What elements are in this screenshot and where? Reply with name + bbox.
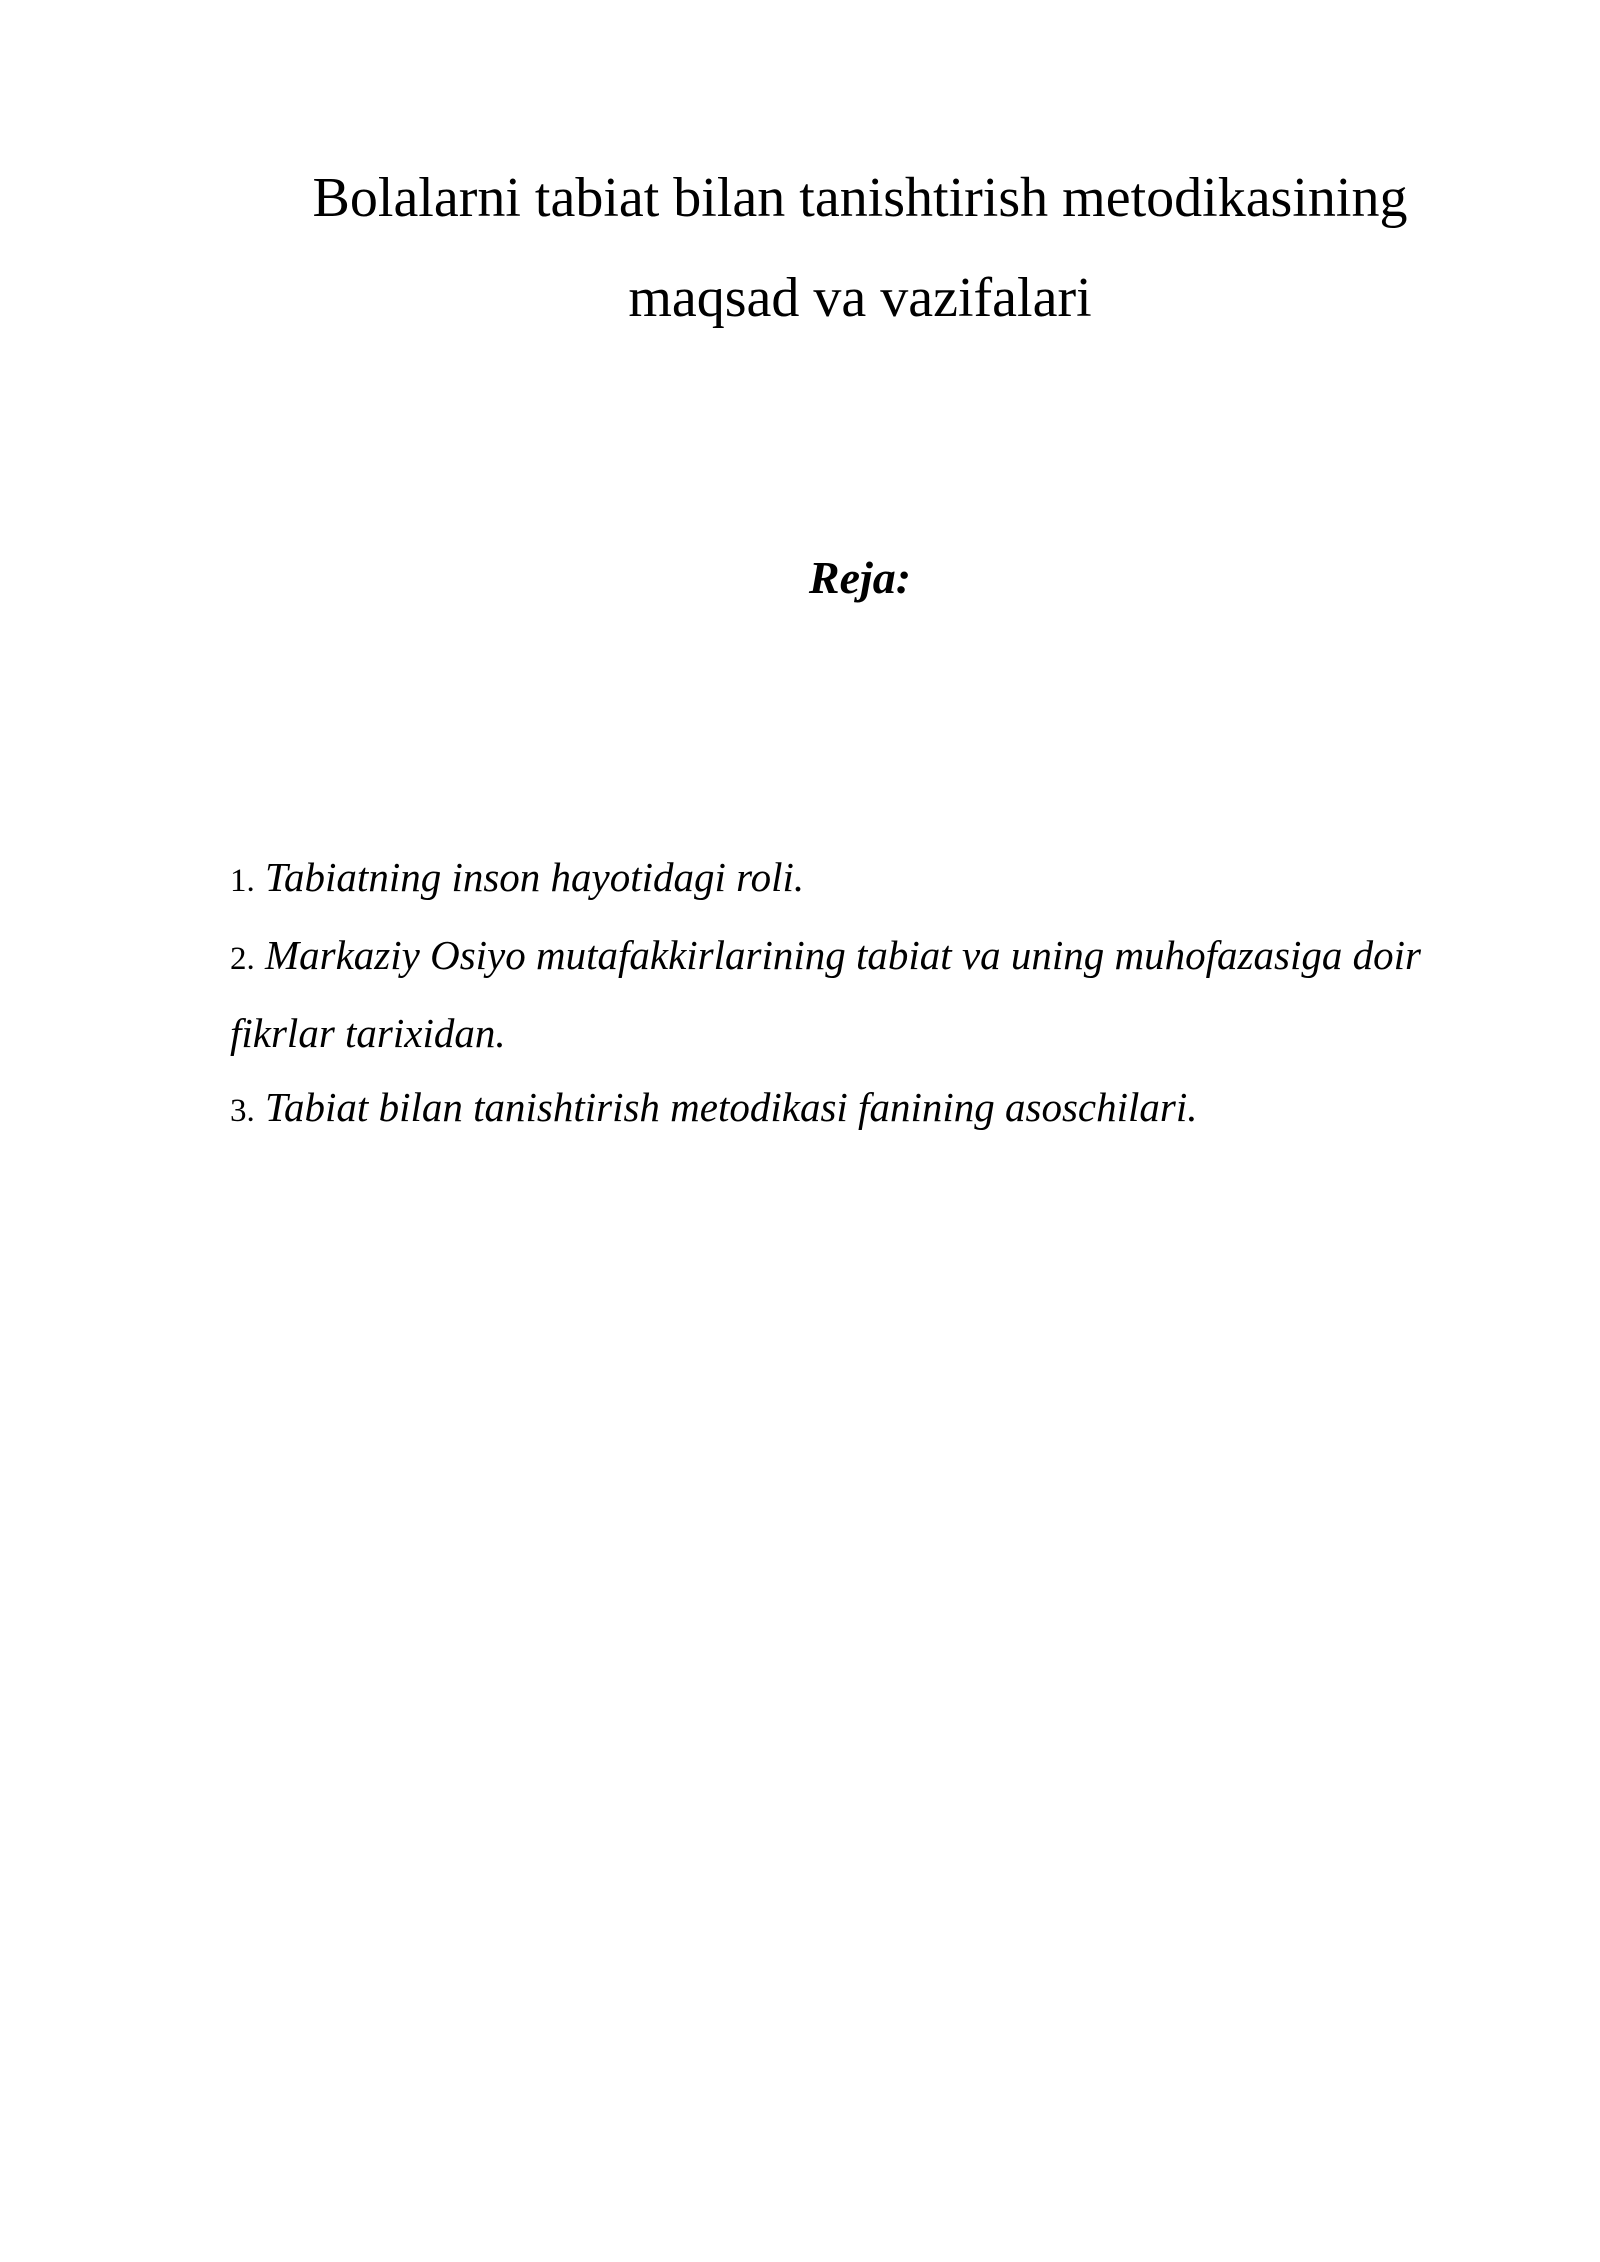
plan-item-number: 1.: [230, 863, 255, 899]
title-line-2: maqsad va vazifalari: [628, 267, 1092, 329]
plan-item-number: 2.: [230, 941, 255, 977]
plan-item-text: Markaziy Osiyo mutafakkirlarining tabiat va uning muhofazasiga doir fikrlar tarixidan.: [230, 932, 1421, 1056]
title-line-1: Bolalarni tabiat bilan tanishtirish metodikasining: [312, 167, 1408, 229]
plan-item-2: [230, 918, 1430, 1070]
plan-item-3: [230, 1070, 1430, 1148]
plan-item-1: [230, 840, 1430, 918]
plan-item-text: Tabiatning inson hayotidagi roli.: [265, 854, 805, 900]
plan-list: [230, 840, 1430, 1148]
plan-heading: Reja:: [808, 552, 912, 603]
document-title: [180, 148, 1540, 348]
plan-item-text: Tabiat bilan tanishtirish metodikasi fanining asoschilari.: [265, 1084, 1198, 1130]
plan-item-number: 3.: [230, 1093, 255, 1129]
